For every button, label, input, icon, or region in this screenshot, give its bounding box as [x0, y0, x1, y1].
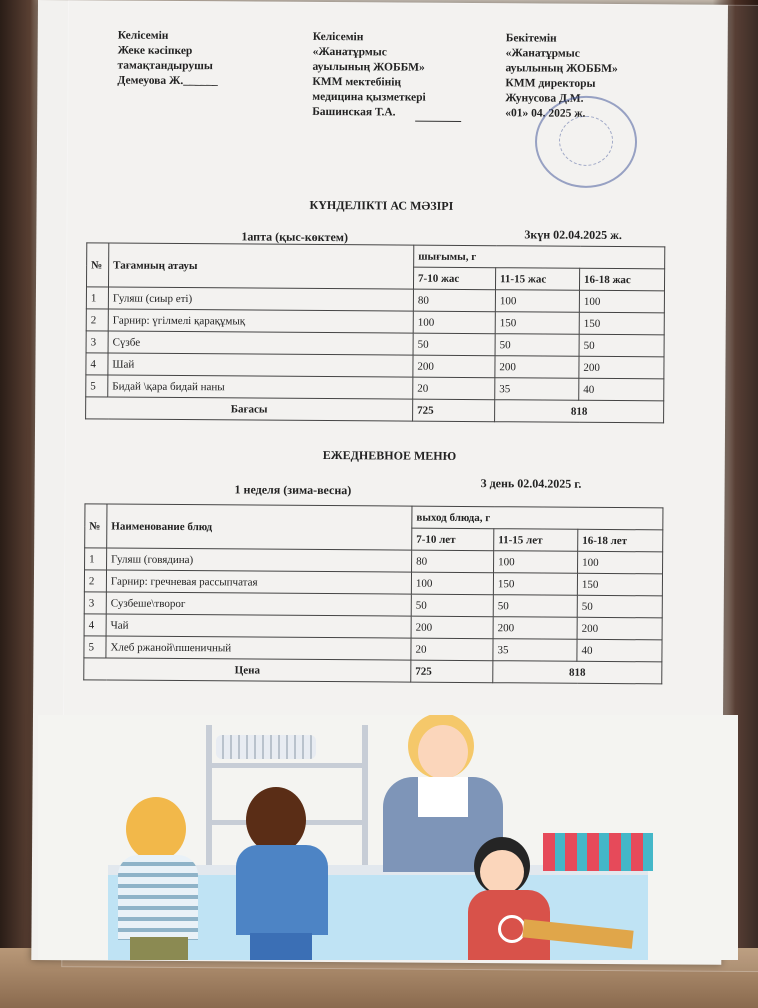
- yield-cell: 20: [413, 377, 495, 400]
- dish-name: Сузбеше\творог: [106, 592, 411, 616]
- dish-name: Бидай \қара бидай наны: [108, 375, 413, 399]
- yield-cell: 80: [413, 289, 495, 312]
- col-no-header: №: [86, 243, 108, 287]
- age-header: 11-15 лет: [494, 529, 578, 552]
- yield-cell: 200: [577, 617, 662, 640]
- col-name-header: Тағамның атауы: [108, 243, 413, 289]
- dish-name: Сүзбе: [108, 331, 413, 355]
- yield-cell: 200: [495, 356, 579, 379]
- dish-name: Хлеб ржаной\пшеничный: [106, 636, 411, 660]
- col-yield-header: выход блюда, г: [412, 506, 663, 530]
- row-no: 3: [84, 592, 106, 614]
- row-no: 5: [86, 375, 108, 397]
- yield-cell: 40: [577, 639, 662, 662]
- child-2-shirt: [236, 845, 328, 935]
- dish-name: Чай: [106, 614, 411, 638]
- age-header: 16-18 лет: [578, 529, 663, 552]
- yield-cell: 50: [577, 595, 662, 618]
- yield-cell: 80: [412, 550, 494, 573]
- row-no: 4: [84, 614, 106, 636]
- kz-menu-table: [85, 242, 665, 423]
- yield-cell: 200: [579, 356, 664, 379]
- teacher-collar: [418, 777, 468, 817]
- table-header-row: [85, 504, 663, 530]
- row-no: 5: [84, 636, 106, 658]
- row-no: 1: [86, 287, 108, 309]
- dish-name: Гуляш (говядина): [107, 548, 412, 572]
- approval-left-line: тамақтандырушы: [117, 59, 213, 73]
- yield-cell: 50: [413, 333, 495, 356]
- signature-line: [415, 111, 461, 122]
- approval-middle: [312, 30, 426, 121]
- approval-right-line: Бекітемін: [505, 32, 557, 45]
- yield-cell: 50: [579, 334, 664, 357]
- price-value: 725: [411, 660, 493, 683]
- yield-cell: 150: [579, 312, 664, 335]
- yield-cell: 200: [411, 616, 493, 639]
- yield-cell: 200: [493, 617, 577, 640]
- price-value: 818: [495, 400, 664, 423]
- yield-cell: 100: [579, 290, 664, 313]
- teacher-face: [418, 725, 468, 779]
- yield-cell: 100: [413, 311, 495, 334]
- price-value: 818: [493, 661, 662, 684]
- price-row: [86, 397, 664, 423]
- row-no: 2: [84, 570, 106, 592]
- dish-name: Гарнир: үгілмелі қарақұмық: [108, 309, 413, 333]
- approval-right-line: Жунусова Д.М.: [505, 92, 584, 105]
- dish-name: Гуляш (сиыр еті): [108, 287, 413, 311]
- price-label: Бағасы: [86, 397, 413, 421]
- child-1-pants: [130, 937, 188, 960]
- age-header: 7-10 лет: [412, 528, 494, 551]
- yield-cell: 200: [413, 355, 495, 378]
- price-value: 725: [413, 399, 495, 422]
- yield-cell: 100: [494, 551, 578, 574]
- row-no: 3: [86, 331, 108, 353]
- price-label: Цена: [84, 658, 411, 682]
- yield-cell: 100: [495, 290, 579, 313]
- yield-cell: 20: [411, 638, 493, 661]
- approval-middle-line: Башинская Т.А.: [312, 105, 396, 119]
- approval-left-line: Жеке кәсіпкер: [117, 44, 193, 58]
- official-stamp: [535, 95, 638, 188]
- age-header: 11-15 жас: [495, 268, 579, 291]
- col-no-header: №: [85, 504, 107, 548]
- yield-cell: 100: [411, 572, 493, 595]
- col-yield-header: шығымы, г: [414, 245, 665, 269]
- kz-week: 1апта (қыс-көктем): [241, 229, 349, 245]
- child-3-face: [480, 850, 524, 894]
- approval-right-line: «01» 04. 2025 ж.: [505, 107, 586, 120]
- approval-middle-line: «Жанатұрмыс: [312, 45, 387, 59]
- cups-row: [543, 833, 653, 871]
- dish-name: Гарнир: гречневая рассыпчатая: [106, 570, 411, 594]
- row-no: 1: [85, 548, 107, 570]
- child-1-head: [126, 797, 186, 861]
- yield-cell: 40: [579, 378, 664, 401]
- yield-cell: 150: [577, 573, 662, 596]
- child-2-pants: [250, 933, 312, 960]
- price-row: [84, 658, 662, 684]
- approval-right-line: «Жанатұрмыс: [505, 47, 580, 60]
- approval-left-line: Келісемін: [117, 29, 169, 42]
- age-header: 16-18 жас: [579, 268, 664, 291]
- table-header-row: [87, 243, 665, 269]
- kz-day: 3күн 02.04.2025 ж.: [524, 227, 622, 243]
- yield-cell: 150: [493, 573, 577, 596]
- row-no: 2: [86, 309, 108, 331]
- approval-middle-line: Келісемін: [312, 30, 364, 44]
- yield-cell: 50: [493, 595, 577, 618]
- yield-cell: 50: [495, 334, 579, 357]
- approval-middle-line: КММ мектебінің: [312, 75, 402, 89]
- col-name-header: Наименование блюд: [107, 504, 412, 550]
- approval-left-line: Демеуова Ж.______: [117, 74, 218, 88]
- approval-right-line: ауылының ЖОББМ»: [505, 62, 618, 76]
- approval-right-line: КММ директоры: [505, 77, 596, 90]
- approval-middle-line: медицина қызметкері: [312, 90, 426, 104]
- yield-cell: 35: [493, 639, 577, 662]
- ru-week: 1 неделя (зима-весна): [234, 482, 352, 498]
- yield-cell: 35: [495, 378, 579, 401]
- approval-middle-line: ауылының ЖОББМ»: [312, 60, 425, 74]
- row-no: 4: [86, 353, 108, 375]
- yield-cell: 150: [495, 312, 579, 335]
- ru-day: 3 день 02.04.2025 г.: [480, 476, 582, 491]
- child-2-head: [246, 787, 306, 853]
- yield-cell: 50: [411, 594, 493, 617]
- kz-menu-title: КҮНДЕЛІКТІ АС МӘЗІРІ: [309, 197, 454, 213]
- shirt-swirl: [498, 915, 526, 943]
- approval-left: [117, 29, 218, 90]
- plates-stack: [216, 735, 316, 759]
- cafeteria-illustration: [38, 715, 738, 960]
- age-header: 7-10 жас: [413, 267, 495, 290]
- dish-name: Шай: [108, 353, 413, 377]
- yield-cell: 100: [578, 551, 663, 574]
- ru-menu-title: ЕЖЕДНЕВНОЕ МЕНЮ: [322, 447, 457, 463]
- child-1-shirt: [118, 855, 198, 940]
- ru-menu-table: [83, 503, 663, 684]
